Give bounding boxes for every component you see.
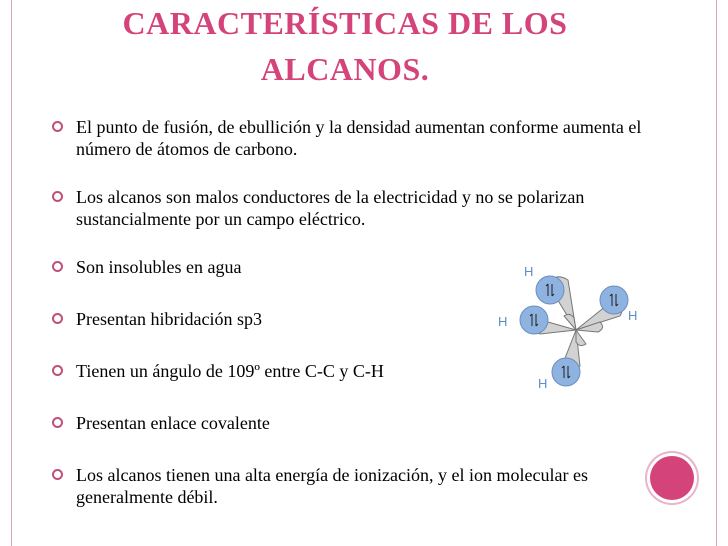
slide-title <box>60 0 630 92</box>
bullet-dot-icon <box>52 365 63 376</box>
bullet-text: Los alcanos son malos conductores de la electricidad y no se polarizan sustancialmente por un campo eléctrico. <box>76 187 585 229</box>
h-orbital-bottom <box>552 358 580 386</box>
bullet-dot-icon <box>52 191 63 202</box>
bullet-item-3 <box>48 256 496 278</box>
h-label-top: H <box>524 264 534 279</box>
bullet-dot-icon <box>52 261 63 272</box>
bullet-item-6 <box>48 412 496 434</box>
bullet-item-4 <box>48 308 496 330</box>
bullet-item-5 <box>48 360 496 382</box>
bullet-dot-icon <box>52 469 63 480</box>
h-label-left: H <box>498 314 508 329</box>
lobe-small-bottom <box>576 330 586 346</box>
left-border-line <box>11 0 12 546</box>
bullet-text: Son insolubles en agua <box>76 257 242 277</box>
sp3-orbital-diagram <box>490 262 670 402</box>
bullet-text: Tienen un ángulo de 109º entre C-C y C-H <box>76 361 384 381</box>
bullet-text: Presentan enlace covalente <box>76 413 270 433</box>
bullet-text: El punto de fusión, de ebullición y la densidad aumentan conforme aumenta el número de átomos de carbono. <box>76 117 642 159</box>
bullet-dot-icon <box>52 417 63 428</box>
bullet-item-2 <box>48 186 648 230</box>
bullet-item-7 <box>48 464 646 508</box>
left-border <box>0 0 16 546</box>
h-orbital-left <box>520 306 548 334</box>
h-orbital-right <box>600 286 628 314</box>
bullet-dot-icon <box>52 313 63 324</box>
h-orbital-top <box>536 276 564 304</box>
bullet-dot-icon <box>52 121 63 132</box>
bullet-text: Los alcanos tienen una alta energía de ionización, y el ion molecular es generalmente débil. <box>76 465 588 507</box>
h-label-bottom: H <box>538 376 548 391</box>
decorative-circle <box>650 456 694 500</box>
bullet-item-1 <box>48 116 648 160</box>
slide-title-line-2: ALCANOS. <box>260 51 430 87</box>
slide-title-line-1: CARACTERÍSTICAS DE LOS <box>122 5 568 41</box>
h-label-right: H <box>628 308 638 323</box>
right-border-line <box>716 0 717 546</box>
bullet-text: Presentan hibridación sp3 <box>76 309 262 329</box>
hydrogen-orbitals <box>520 276 628 386</box>
